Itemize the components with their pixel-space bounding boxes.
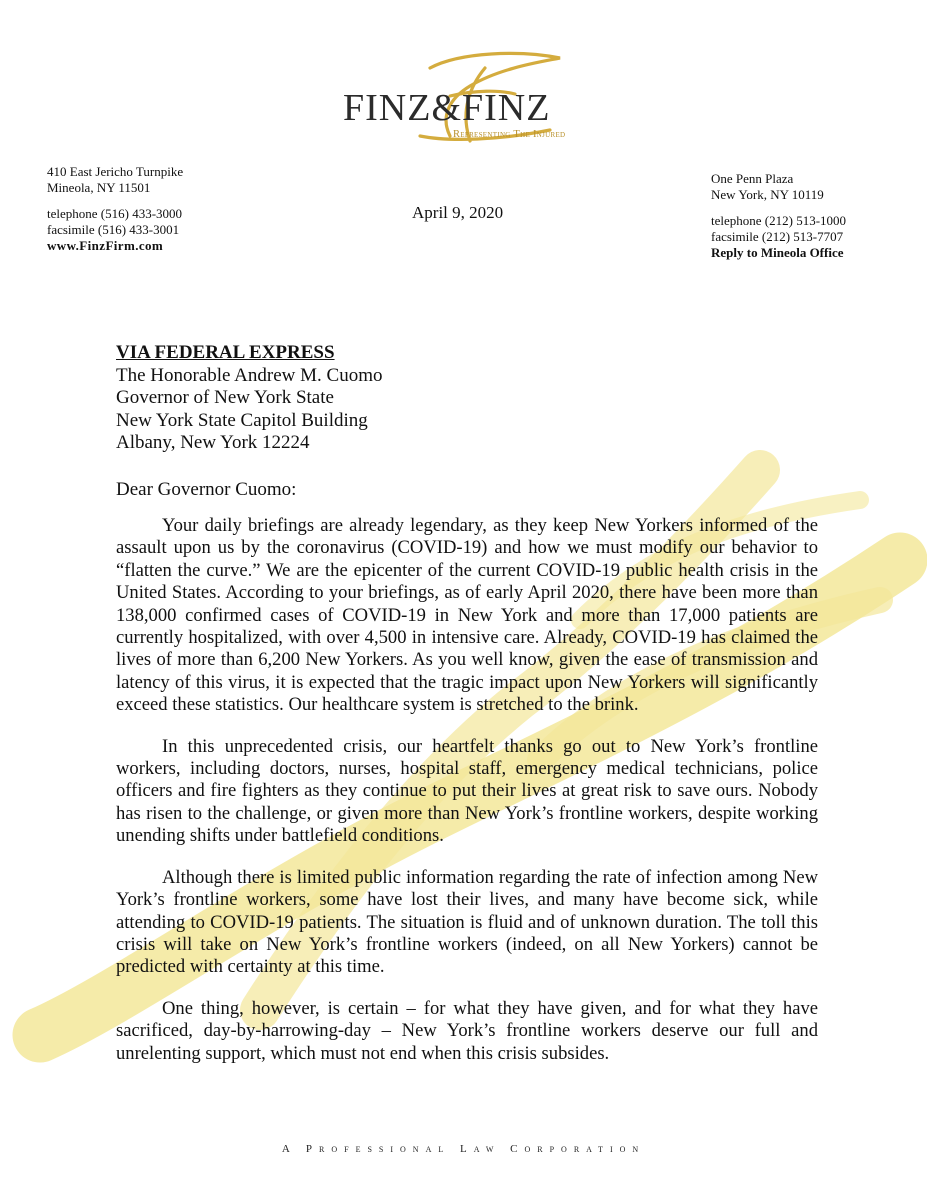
body-paragraph: One thing, however, is certain – for what they have given, and for what they have sacrificed, day-by-harrowing-day – New York’s frontline workers deserve our full and unrelenting support, which must not end when this crisis subsides. xyxy=(116,997,818,1064)
address-fax: facsimile (516) 433-3001 xyxy=(47,222,180,237)
recipient-line: Governor of New York State xyxy=(116,387,334,408)
address-street: One Penn Plaza xyxy=(711,171,794,186)
body-paragraph: In this unprecedented crisis, our heartfelt thanks go out to New York’s frontline workers, including doctors, nurses, hospital staff, emergency medical technicians, police officers and fire fighters as they continue to put their lives at great risk to save ours. Nobody has risen to the challenge, or given more than New York’s frontline workers, despite working unending shifts under battlefield conditions. xyxy=(116,735,818,847)
reply-note: Reply to Mineola Office xyxy=(711,245,844,260)
mineola-office-address xyxy=(47,164,183,254)
address-telephone: telephone (212) 513-1000 xyxy=(711,213,847,228)
body-paragraph: Your daily briefings are already legendary, as they keep New Yorkers informed of the assault upon us by the coronavirus (COVID-19) and how we must modify our behavior to “flatten the curve.” We are the epicenter of the current COVID-19 public health crisis in the United States. According to your briefings, as of early April 2020, there have been more than 138,000 confirmed cases of COVID-19 in New York and more than 17,000 patients are currently hospitalized, with over 4,500 in intensive care. Already, COVID-19 has claimed the lives of more than 6,200 New Yorkers. As you well know, given the ease of transmission and latency of this virus, it is expected that the tragic impact upon New Yorkers will significantly exceed these statistics. Our healthcare system is stretched to the brink. xyxy=(116,515,818,716)
recipient-block xyxy=(116,342,382,455)
address-city: New York, NY 10119 xyxy=(711,187,824,202)
firm-tagline: Representing The Injured xyxy=(453,129,566,140)
recipient-line: The Honorable Andrew M. Cuomo xyxy=(116,364,383,386)
letter-date: April 9, 2020 xyxy=(412,203,504,222)
body-paragraph: Although there is limited public information regarding the rate of infection among New York’s frontline workers, some have lost their lives, and many have become sick, while attending to COVID-19 patients. The situation is fluid and of unknown duration. The toll this crisis will take on New York’s frontline workers (indeed, on all New Yorkers) cannot be predicted with certainty at this time. xyxy=(116,866,818,978)
recipient-line: New York State Capitol Building xyxy=(116,409,368,431)
firm-logo xyxy=(300,46,620,146)
page-footer: A Professional Law Corporation xyxy=(281,1143,646,1155)
new-york-office-address xyxy=(711,171,846,261)
address-fax: facsimile (212) 513-7707 xyxy=(711,229,844,244)
address-city: Mineola, NY 11501 xyxy=(47,180,151,195)
salutation: Dear Governor Cuomo: xyxy=(116,479,297,500)
address-telephone: telephone (516) 433-3000 xyxy=(47,206,183,221)
address-street: 410 East Jericho Turnpike xyxy=(47,164,184,179)
delivery-method: VIA FEDERAL EXPRESS xyxy=(116,342,335,363)
firm-website: www.FinzFirm.com xyxy=(47,238,164,253)
letter-body xyxy=(116,515,818,1084)
recipient-line: Albany, New York 12224 xyxy=(116,432,310,453)
firm-name: FINZ&FINZ xyxy=(343,87,551,129)
